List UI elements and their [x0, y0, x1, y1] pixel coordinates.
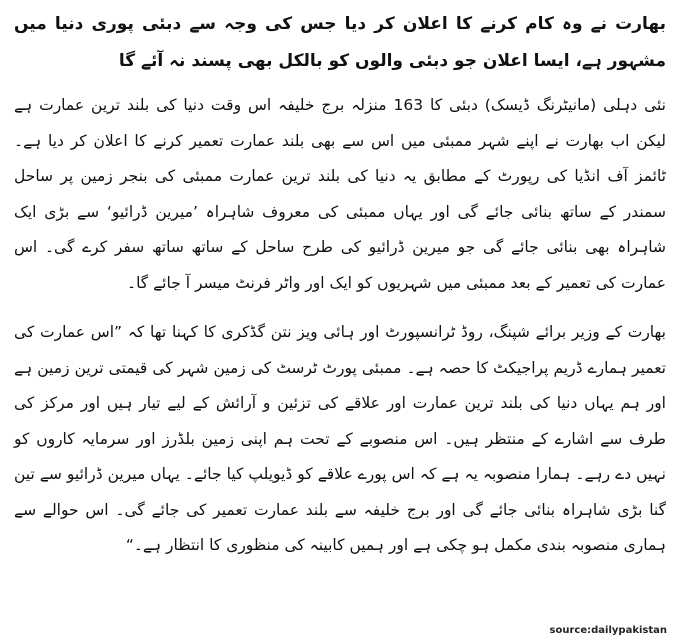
source-credit: source:dailypakistan: [549, 625, 667, 636]
news-article: [14, 6, 666, 564]
article-paragraph: نئی دہلی (مانیٹرنگ ڈیسک) دبئی کا 163 منزلہ برج خلیفہ اس وقت دنیا کی بلند ترین عمارت ہے لیکن اب بھارت نے اپنے شہر ممبئی میں اس سے بھی بلند عمارت تعمیر کرنے کا اعلان کر دیا ہے۔ ٹائمز آف انڈیا کی رپورٹ کے مطابق یہ دنیا کی بلند ترین عمارت ممبئی کی بنجر زمین پر ساحل سمندر کے ساتھ بنائی جائے گی اور یہاں ممبئی کی معروف شاہراہ ’میرین ڈرائیو‘ سے بڑی ایک شاہراہ بھی بنائی جائے گی جو میرین ڈرائیو کی طرح ساحل کے ساتھ ساتھ سفر کرے گی۔ اس عمارت کی تعمیر کے بعد ممبئی میں شہریوں کو ایک اور واٹر فرنٹ میسر آ جائے گا۔: [14, 96, 666, 292]
article-headline: بھارت نے وہ کام کرنے کا اعلان کر دیا جس کی وجہ سے دبئی پوری دنیا میں مشہور ہے، ایسا اعلان جو دبئی والوں کو بالکل بھی پسند نہ آئے گا: [14, 14, 666, 71]
article-paragraph: بھارت کے وزیر برائے شپنگ، روڈ ٹرانسپورٹ اور ہائی ویز نتن گڈکری کا کہنا تھا کہ ”اس عمارت کی تعمیر ہمارے ڈریم پراجیکٹ کا حصہ ہے۔ ممبئی پورٹ ٹرسٹ کی زمین شہر کی قیمتی ترین زمین ہے اور ہم یہاں دنیا کی بلند ترین عمارت اور علاقے کی تزئین و آرائش کے لیے تیار ہیں اور مرکز کی طرف سے اشارے کے منتظر ہیں۔ اس منصوبے کے تحت ہم اپنی زمین بلڈرز اور سرمایہ کاروں کو نہیں دے رہے۔ ہمارا منصوبہ یہ ہے کہ اس پورے علاقے کو ڈیویلپ کیا جائے۔ یہاں میرین ڈرائیو سے تین گنا بڑی شاہراہ بنائی جائے گی اور برج خلیفہ سے بلند عمارت تعمیر کی جائے گی۔ اس حوالے سے ہماری منصوبہ بندی مکمل ہو چکی ہے اور ہمیں کابینہ کی منظوری کا انتظار ہے۔“: [14, 323, 666, 554]
